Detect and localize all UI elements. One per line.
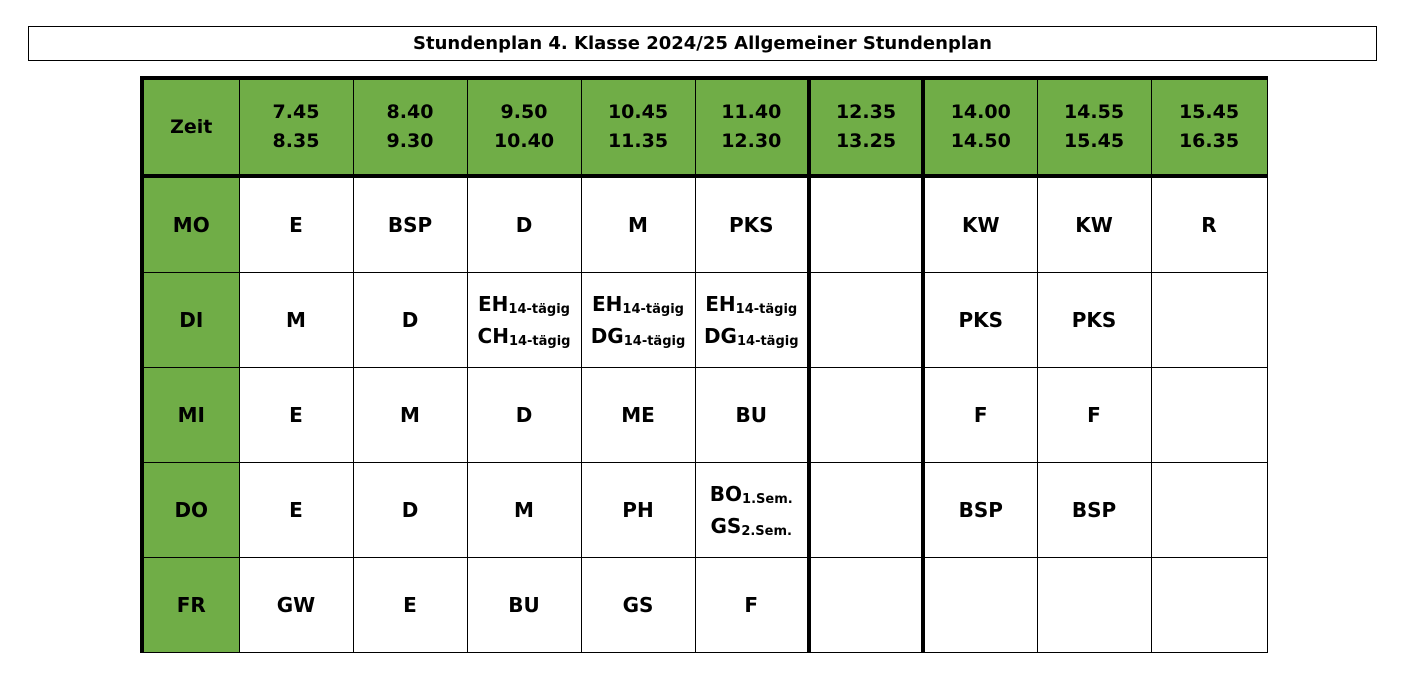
- cell: E: [353, 558, 467, 653]
- header-slot-4: 10.45 11.35: [581, 78, 695, 176]
- cell: [1151, 273, 1267, 368]
- cell: BU: [695, 368, 809, 463]
- cell-split: $EH_{14-tägig}$ $CH_{14-tägig}$: [467, 273, 581, 368]
- cell: D: [467, 368, 581, 463]
- cell-split: $BO_{1.Sem.}$ $GS_{2.Sem.}$: [695, 463, 809, 558]
- day-label: DO: [142, 463, 239, 558]
- cell: F: [923, 368, 1037, 463]
- cell: BU: [467, 558, 581, 653]
- cell: [1151, 463, 1267, 558]
- cell-split: $EH_{14-tägig}$ $DG_{14-tägig}$: [695, 273, 809, 368]
- cell: D: [353, 273, 467, 368]
- cell: BSP: [1037, 463, 1151, 558]
- cell: E: [239, 176, 353, 273]
- cell: PH: [581, 463, 695, 558]
- cell: M: [239, 273, 353, 368]
- header-slot-8: 14.55 15.45: [1037, 78, 1151, 176]
- cell: KW: [923, 176, 1037, 273]
- cell: [1151, 368, 1267, 463]
- cell: [809, 558, 923, 653]
- cell: BSP: [923, 463, 1037, 558]
- cell: ME: [581, 368, 695, 463]
- row-mo: [142, 176, 1267, 273]
- header-slot-2: 8.40 9.30: [353, 78, 467, 176]
- cell-split: $EH_{14-tägig}$ $DG_{14-tägig}$: [581, 273, 695, 368]
- cell: KW: [1037, 176, 1151, 273]
- day-label: FR: [142, 558, 239, 653]
- cell: BSP: [353, 176, 467, 273]
- cell: F: [695, 558, 809, 653]
- header-slot-1: 7.45 8.35: [239, 78, 353, 176]
- cell: PKS: [923, 273, 1037, 368]
- cell: M: [467, 463, 581, 558]
- cell: D: [353, 463, 467, 558]
- cell: R: [1151, 176, 1267, 273]
- cell: PKS: [1037, 273, 1151, 368]
- header-zeit: Zeit: [142, 78, 239, 176]
- cell: PKS: [695, 176, 809, 273]
- timetable-title: Stundenplan 4. Klasse 2024/25 Allgemeiner Stundenplan: [28, 26, 1377, 61]
- cell: [809, 368, 923, 463]
- cell: GW: [239, 558, 353, 653]
- cell: [1037, 558, 1151, 653]
- header-slot-6: 12.35 13.25: [809, 78, 923, 176]
- cell: [809, 176, 923, 273]
- cell: D: [467, 176, 581, 273]
- row-do: [142, 463, 1267, 558]
- cell: GS: [581, 558, 695, 653]
- cell: M: [581, 176, 695, 273]
- timetable: [140, 76, 1268, 653]
- row-mi: [142, 368, 1267, 463]
- cell: [1151, 558, 1267, 653]
- row-fr: [142, 558, 1267, 653]
- cell: [809, 273, 923, 368]
- header-row: [142, 78, 1267, 176]
- header-slot-7: 14.00 14.50: [923, 78, 1037, 176]
- cell: [923, 558, 1037, 653]
- cell: E: [239, 368, 353, 463]
- cell: [809, 463, 923, 558]
- day-label: DI: [142, 273, 239, 368]
- day-label: MI: [142, 368, 239, 463]
- cell: F: [1037, 368, 1151, 463]
- header-slot-5: 11.40 12.30: [695, 78, 809, 176]
- cell: M: [353, 368, 467, 463]
- row-di: [142, 273, 1267, 368]
- header-slot-9: 15.45 16.35: [1151, 78, 1267, 176]
- cell: E: [239, 463, 353, 558]
- header-slot-3: 9.50 10.40: [467, 78, 581, 176]
- day-label: MO: [142, 176, 239, 273]
